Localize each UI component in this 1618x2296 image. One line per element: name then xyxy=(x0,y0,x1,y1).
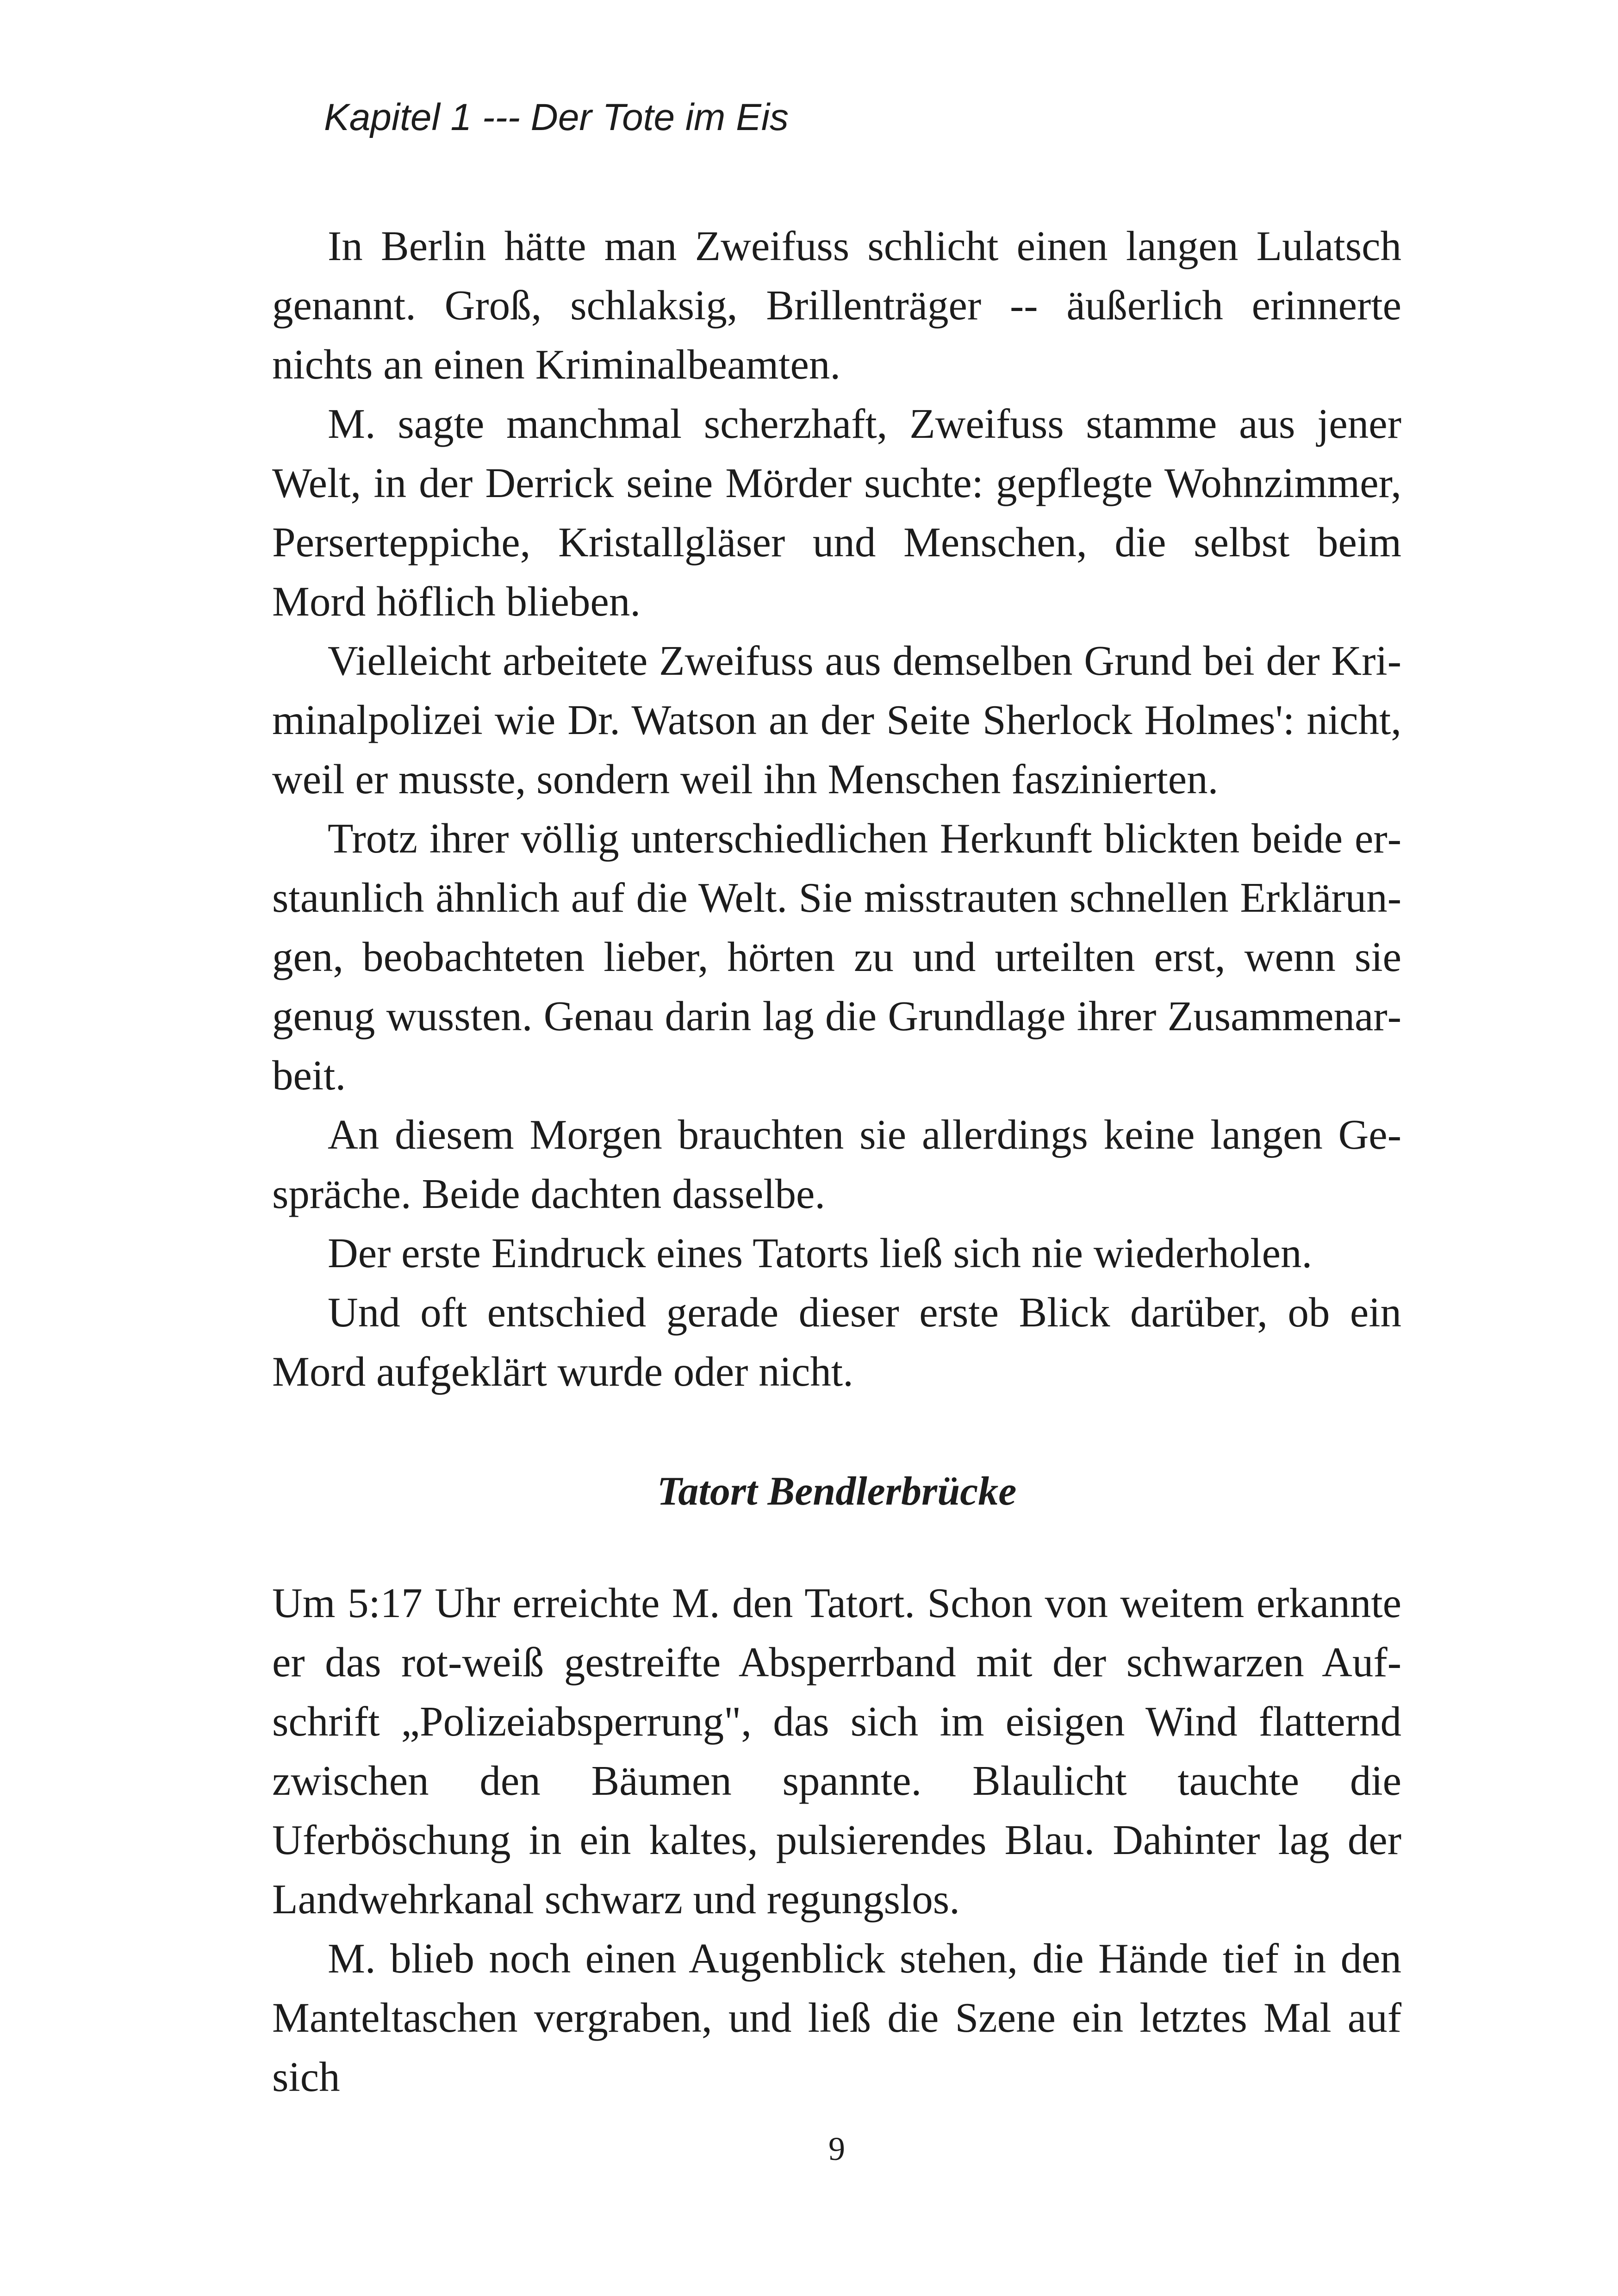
paragraph: M. blieb noch einen Augenblick stehen, die Hände tief in den Manteltaschen vergraben, und ließ die Szene ein letztes Mal auf sich xyxy=(272,1935,1401,2100)
paragraph: Und oft entschied gerade dieser erste Blick darüber, ob ein Mord aufgeklärt wurde oder nicht. xyxy=(272,1289,1401,1395)
paragraph: M. sagte manchmal scherzhaft, Zweifuss stamme aus jener Welt, in der Derrick seine Mörder suchte: gepflegte Wohnzimmer, Perserteppiche, Kristallgläser und Menschen, die selbst beim Mord höflich blieben. xyxy=(272,400,1401,625)
paragraph: In Berlin hätte man Zweifuss schlicht einen langen Lulatsch genannt. Groß, schlaksig, Brillenträger -- äußerlich erinnerte nichts an einen Kriminalbeamten. xyxy=(272,223,1401,388)
text-block-intro xyxy=(272,217,1401,1401)
running-header: Kapitel 1 --- Der Tote im Eis xyxy=(324,96,789,138)
paragraph: Der erste Eindruck eines Tatorts ließ sich nie wiederholen. xyxy=(328,1230,1313,1276)
paragraph: Vielleicht arbeitete Zweifuss aus demselben Grund bei der Kriminalpolizei wie Dr. Watson an der Seite Sherlock Holmes': nicht, weil er musste, sondern weil ihn Menschen faszinierten. xyxy=(272,637,1401,803)
page-number: 9 xyxy=(828,2130,845,2167)
section-heading: Tatort Bendlerbrücke xyxy=(657,1469,1017,1514)
paragraph: An diesem Morgen brauchten sie allerdings keine langen Gespräche. Beide dachten dasselbe. xyxy=(272,1111,1401,1217)
text-block-tatort xyxy=(272,1574,1401,2107)
paragraph: Trotz ihrer völlig unterschiedlichen Herkunft blickten beide erstaunlich ähnlich auf die Welt. Sie misstrauten schnellen Erklärungen, beobachteten lieber, hörten zu und urteilten erst, wenn sie genug wussten. Genau darin lag die Grundlage ihrer Zusammenarbeit. xyxy=(272,815,1401,1099)
paragraph: Um 5:17 Uhr erreichte M. den Tatort. Schon von weitem erkannte er das rot-weiß gestreifte Absperrband mit der schwarzen Aufschrift „Polizeiabsperrung", das sich im eisigen Wind flatternd zwischen den Bäumen spannte. Blaulicht tauchte die Uferböschung in ein kaltes, pulsierendes Blau. Dahinter lag der Landwehrkanal schwarz und regungslos. xyxy=(272,1580,1401,1923)
